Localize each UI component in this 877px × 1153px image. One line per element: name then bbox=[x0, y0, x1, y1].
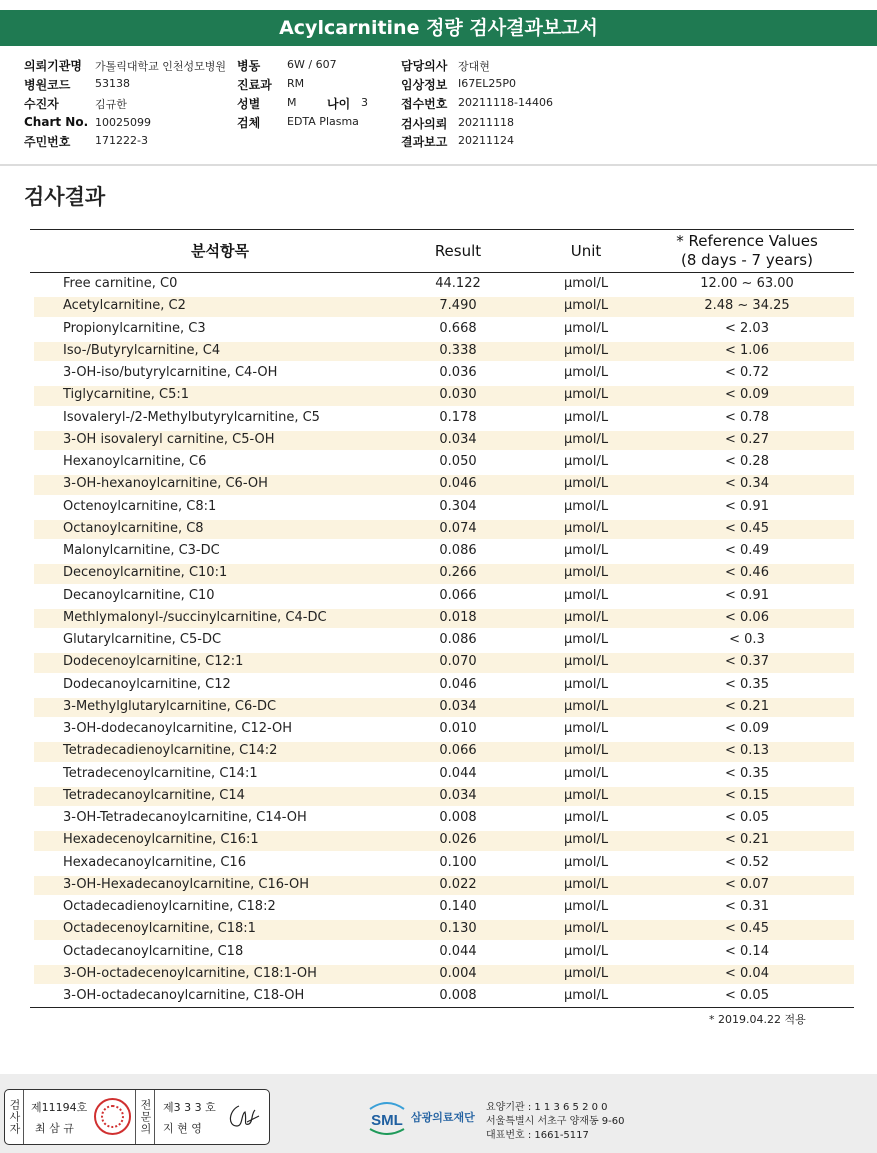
result-value: 0.304 bbox=[439, 498, 477, 514]
reference-value: < 0.46 bbox=[725, 565, 769, 581]
unit-value: μmol/L bbox=[563, 921, 609, 937]
unit-value: μmol/L bbox=[563, 810, 609, 825]
table-header bbox=[30, 229, 854, 273]
table-row bbox=[30, 585, 854, 607]
info-label: 의뢰기관명 bbox=[24, 59, 82, 73]
info-value: 3 bbox=[361, 96, 368, 109]
unit-value: μmol/L bbox=[563, 676, 609, 692]
result-value: 0.018 bbox=[439, 609, 477, 625]
analyte-name: Octenoylcarnitine, C8:1 bbox=[63, 498, 217, 514]
reference-value: < 0.34 bbox=[725, 476, 769, 492]
unit-value: μmol/L bbox=[563, 787, 609, 803]
unit-value: μmol/L bbox=[563, 965, 609, 981]
table-row bbox=[30, 540, 854, 562]
reference-value: < 2.03 bbox=[725, 320, 769, 336]
table-row bbox=[30, 918, 854, 940]
reference-value: < 0.78 bbox=[725, 409, 769, 425]
result-value: 0.066 bbox=[439, 587, 477, 603]
result-value: 0.070 bbox=[439, 654, 477, 670]
result-value: 0.034 bbox=[439, 698, 477, 714]
result-value: 0.086 bbox=[439, 632, 477, 647]
info-label: 결과보고 bbox=[401, 135, 448, 149]
unit-value: μmol/L bbox=[563, 387, 609, 403]
info-label: 담당의사 bbox=[401, 59, 448, 73]
info-label: 접수번호 bbox=[401, 97, 448, 111]
analyte-name: 3-OH-dodecanoylcarnitine, C12-OH bbox=[63, 721, 293, 736]
reference-value: < 0.72 bbox=[725, 365, 769, 380]
table-row bbox=[30, 429, 854, 451]
reference-value: < 0.13 bbox=[725, 743, 769, 759]
info-label: 임상정보 bbox=[401, 78, 448, 92]
unit-value: μmol/L bbox=[563, 654, 609, 670]
info-label: 병원코드 bbox=[24, 78, 71, 92]
table-row bbox=[30, 852, 854, 874]
info-value: 53138 bbox=[95, 77, 130, 90]
analyte-name: 3-OH-octadecanoylcarnitine, C18-OH bbox=[63, 988, 305, 1003]
analyte-name: Propionylcarnitine, C3 bbox=[63, 320, 206, 336]
result-value: 0.046 bbox=[439, 476, 477, 492]
info-label: 검체 bbox=[237, 116, 261, 130]
address: 서울특별시 서초구 양재동 9-60 bbox=[486, 1116, 625, 1127]
info-value: 20211118 bbox=[458, 116, 514, 129]
unit-value: μmol/L bbox=[563, 543, 609, 558]
table-row bbox=[30, 451, 854, 473]
table-row bbox=[30, 696, 854, 718]
reference-value: < 0.04 bbox=[725, 965, 769, 981]
info-label: 주민번호 bbox=[24, 135, 71, 149]
analyte-name: Hexadecenoylcarnitine, C16:1 bbox=[63, 832, 259, 848]
table-row bbox=[30, 718, 854, 740]
analyte-name: Tiglycarnitine, C5:1 bbox=[63, 387, 190, 403]
analyte-name: 3-OH isovaleryl carnitine, C5-OH bbox=[63, 431, 275, 447]
analyte-name: Hexanoylcarnitine, C6 bbox=[63, 454, 207, 469]
result-value: 44.122 bbox=[435, 276, 481, 291]
unit-value: μmol/L bbox=[563, 342, 609, 358]
result-value: 0.034 bbox=[439, 431, 477, 447]
table-body bbox=[30, 273, 854, 1008]
analyte-name: 3-OH-iso/butyrylcarnitine, C4-OH bbox=[63, 365, 278, 380]
reference-value: < 0.49 bbox=[725, 543, 769, 558]
result-value: 0.086 bbox=[439, 543, 477, 558]
column-header-reference: * Reference Values (8 days - 7 years) bbox=[676, 232, 818, 269]
reference-value: < 0.06 bbox=[725, 609, 769, 625]
unit-value: μmol/L bbox=[563, 565, 609, 581]
info-label: 병동 bbox=[237, 59, 261, 73]
reference-note: * 2019.04.22 적용 bbox=[709, 1013, 806, 1026]
result-value: 0.074 bbox=[439, 520, 477, 536]
reference-value: < 0.52 bbox=[725, 854, 769, 870]
institution-code: 요양기관 : 1 1 3 6 5 2 0 0 bbox=[486, 1102, 608, 1113]
analyte-name: 3-OH-hexanoylcarnitine, C6-OH bbox=[63, 476, 268, 492]
reference-value: < 0.31 bbox=[725, 899, 769, 914]
table-row bbox=[30, 941, 854, 963]
analyte-name: Tetradecenoylcarnitine, C14:1 bbox=[63, 765, 258, 781]
unit-value: μmol/L bbox=[563, 431, 609, 447]
reference-value: < 0.21 bbox=[725, 832, 769, 848]
analyte-name: Tetradecanoylcarnitine, C14 bbox=[63, 787, 245, 803]
unit-value: μmol/L bbox=[563, 698, 609, 714]
info-label: 성별 bbox=[237, 97, 261, 111]
reference-value: < 0.09 bbox=[725, 387, 769, 403]
org-name: 삼광의료재단 bbox=[411, 1111, 475, 1124]
analyte-name: Methlymalonyl-/succinylcarnitine, C4-DC bbox=[63, 609, 327, 625]
info-value: I67EL25P0 bbox=[458, 77, 516, 90]
analyte-name: 3-OH-Hexadecanoylcarnitine, C16-OH bbox=[63, 876, 310, 892]
reference-value: < 0.09 bbox=[725, 721, 769, 736]
result-value: 0.066 bbox=[439, 743, 477, 759]
unit-value: μmol/L bbox=[563, 298, 609, 314]
table-row bbox=[30, 740, 854, 762]
reference-value: < 0.45 bbox=[725, 520, 769, 536]
result-value: 0.008 bbox=[439, 988, 477, 1003]
unit-value: μmol/L bbox=[563, 899, 609, 914]
table-row bbox=[30, 340, 854, 362]
table-row bbox=[30, 785, 854, 807]
reference-value: < 0.91 bbox=[725, 587, 769, 603]
result-value: 0.266 bbox=[439, 565, 477, 581]
info-value: EDTA Plasma bbox=[287, 115, 359, 128]
reference-value: 12.00 ~ 63.00 bbox=[700, 276, 794, 291]
result-value: 0.100 bbox=[439, 854, 477, 870]
result-value: 0.044 bbox=[439, 943, 477, 959]
table-row bbox=[30, 407, 854, 429]
unit-value: μmol/L bbox=[563, 743, 609, 759]
unit-value: μmol/L bbox=[563, 587, 609, 603]
reference-value: < 0.91 bbox=[725, 498, 769, 514]
analyte-name: 3-OH-octadecenoylcarnitine, C18:1-OH bbox=[63, 965, 317, 981]
unit-value: μmol/L bbox=[563, 854, 609, 870]
patient-info-panel bbox=[0, 52, 877, 166]
unit-value: μmol/L bbox=[563, 765, 609, 781]
analyte-name: 3-Methylglutarylcarnitine, C6-DC bbox=[63, 698, 277, 714]
column-header-result: Result bbox=[434, 241, 482, 260]
table-row bbox=[30, 384, 854, 406]
inspector-name: 최 삼 규 bbox=[35, 1122, 74, 1135]
signature-box bbox=[4, 1089, 270, 1145]
unit-value: μmol/L bbox=[563, 409, 609, 425]
analyte-name: Free carnitine, C0 bbox=[63, 276, 178, 291]
unit-value: μmol/L bbox=[563, 476, 609, 492]
reference-value: < 0.3 bbox=[729, 632, 765, 647]
table-row bbox=[30, 607, 854, 629]
table-row bbox=[30, 651, 854, 673]
section-title: 검사결과 bbox=[24, 185, 106, 209]
unit-value: μmol/L bbox=[563, 832, 609, 848]
table-row bbox=[30, 829, 854, 851]
report-title: Acylcarnitine 정량 검사결과보고서 bbox=[0, 10, 877, 46]
svg-text:SML: SML bbox=[371, 1112, 403, 1129]
unit-value: μmol/L bbox=[563, 609, 609, 625]
table-row bbox=[30, 295, 854, 317]
info-value: M bbox=[287, 96, 297, 109]
result-value: 0.338 bbox=[439, 342, 477, 358]
table-row bbox=[30, 629, 854, 651]
result-value: 0.178 bbox=[439, 409, 477, 425]
info-value: 20211118-14406 bbox=[458, 96, 553, 109]
unit-value: μmol/L bbox=[563, 498, 609, 514]
unit-value: μmol/L bbox=[563, 943, 609, 959]
reviewer-license-no: 제3 3 3 호 bbox=[163, 1101, 216, 1114]
table-row bbox=[30, 362, 854, 384]
result-value: 0.044 bbox=[439, 765, 477, 781]
reference-value: < 0.45 bbox=[725, 921, 769, 937]
unit-value: μmol/L bbox=[563, 320, 609, 336]
unit-value: μmol/L bbox=[563, 721, 609, 736]
table-row bbox=[30, 273, 854, 295]
table-row bbox=[30, 562, 854, 584]
result-value: 0.050 bbox=[439, 454, 477, 469]
info-value: 10025099 bbox=[95, 116, 151, 129]
analyte-name: Dodecenoylcarnitine, C12:1 bbox=[63, 654, 244, 670]
reference-value: < 0.21 bbox=[725, 698, 769, 714]
sml-logo-icon bbox=[366, 1099, 408, 1135]
seal-stamp-icon bbox=[94, 1098, 131, 1135]
result-value: 0.046 bbox=[439, 676, 477, 692]
analyte-name: Iso-/Butyrylcarnitine, C4 bbox=[63, 342, 221, 358]
reviewer-label: 전문의 bbox=[135, 1090, 155, 1144]
table-row bbox=[30, 318, 854, 340]
reference-value: < 0.14 bbox=[725, 943, 769, 959]
results-table bbox=[30, 229, 854, 1008]
unit-value: μmol/L bbox=[563, 632, 609, 647]
table-row bbox=[30, 985, 854, 1007]
reference-value: 2.48 ~ 34.25 bbox=[704, 298, 790, 314]
table-row bbox=[30, 763, 854, 785]
analyte-name: Octadecenoylcarnitine, C18:1 bbox=[63, 921, 256, 937]
result-value: 7.490 bbox=[439, 298, 477, 314]
result-value: 0.010 bbox=[439, 721, 477, 736]
info-value: 171222-3 bbox=[95, 134, 148, 147]
analyte-name: Octadecanoylcarnitine, C18 bbox=[63, 943, 244, 959]
table-row bbox=[30, 896, 854, 918]
reference-value: < 0.07 bbox=[725, 876, 769, 892]
reviewer-name: 지 현 영 bbox=[163, 1122, 202, 1135]
unit-value: μmol/L bbox=[563, 365, 609, 380]
result-value: 0.034 bbox=[439, 787, 477, 803]
table-row bbox=[30, 963, 854, 985]
reference-value: < 0.35 bbox=[725, 765, 769, 781]
column-header-unit: Unit bbox=[570, 241, 602, 260]
analyte-name: Isovaleryl-/2-Methylbutyrylcarnitine, C5 bbox=[63, 409, 320, 425]
result-value: 0.140 bbox=[439, 899, 477, 914]
table-row bbox=[30, 807, 854, 829]
result-value: 0.030 bbox=[439, 387, 477, 403]
reference-value: < 0.15 bbox=[725, 787, 769, 803]
unit-value: μmol/L bbox=[563, 988, 609, 1003]
info-value: 장대현 bbox=[458, 60, 490, 73]
result-value: 0.004 bbox=[439, 965, 477, 981]
unit-value: μmol/L bbox=[563, 276, 609, 291]
analyte-name: Octadecadienoylcarnitine, C18:2 bbox=[63, 899, 276, 914]
analyte-name: Hexadecanoylcarnitine, C16 bbox=[63, 854, 246, 870]
inspector-label: 검사자 bbox=[5, 1090, 24, 1144]
reference-value: < 0.05 bbox=[725, 988, 769, 1003]
info-value: 20211124 bbox=[458, 134, 514, 147]
reference-value: < 0.27 bbox=[725, 431, 769, 447]
info-label: Chart No. bbox=[24, 115, 89, 129]
analyte-name: Acetylcarnitine, C2 bbox=[63, 298, 186, 314]
table-row bbox=[30, 496, 854, 518]
info-value: 김규한 bbox=[95, 98, 127, 111]
result-value: 0.022 bbox=[439, 876, 477, 892]
reference-value: < 0.37 bbox=[725, 654, 769, 670]
unit-value: μmol/L bbox=[563, 520, 609, 536]
result-value: 0.008 bbox=[439, 810, 477, 825]
analyte-name: Octanoylcarnitine, C8 bbox=[63, 520, 204, 536]
table-row bbox=[30, 874, 854, 896]
result-value: 0.130 bbox=[439, 921, 477, 937]
result-value: 0.668 bbox=[439, 320, 477, 336]
info-label: 나이 bbox=[327, 97, 351, 111]
info-value: RM bbox=[287, 77, 305, 90]
analyte-name: Malonylcarnitine, C3-DC bbox=[63, 543, 220, 558]
unit-value: μmol/L bbox=[563, 454, 609, 469]
reference-value: < 0.35 bbox=[725, 676, 769, 692]
inspector-license-no: 제11194호 bbox=[31, 1101, 88, 1114]
result-value: 0.036 bbox=[439, 365, 477, 380]
table-row bbox=[30, 518, 854, 540]
signature-icon bbox=[225, 1100, 261, 1132]
table-row bbox=[30, 674, 854, 696]
info-label: 진료과 bbox=[237, 78, 272, 92]
reference-value: < 0.28 bbox=[725, 454, 769, 469]
column-header-analyte: 분석항목 bbox=[191, 241, 249, 260]
info-value: 6W / 607 bbox=[287, 58, 337, 71]
info-label: 수진자 bbox=[24, 97, 59, 111]
analyte-name: Decanoylcarnitine, C10 bbox=[63, 587, 215, 603]
table-row bbox=[30, 473, 854, 495]
analyte-name: Dodecanoylcarnitine, C12 bbox=[63, 676, 231, 692]
reference-value: < 0.05 bbox=[725, 810, 769, 825]
info-label: 검사의뢰 bbox=[401, 117, 448, 131]
analyte-name: Glutarylcarnitine, C5-DC bbox=[63, 632, 222, 647]
unit-value: μmol/L bbox=[563, 876, 609, 892]
info-value: 가톨릭대학교 인천성모병원 bbox=[95, 60, 227, 73]
reference-value: < 1.06 bbox=[725, 342, 769, 358]
analyte-name: 3-OH-Tetradecanoylcarnitine, C14-OH bbox=[63, 810, 307, 825]
analyte-name: Tetradecadienoylcarnitine, C14:2 bbox=[63, 743, 278, 759]
analyte-name: Decenoylcarnitine, C10:1 bbox=[63, 565, 228, 581]
result-value: 0.026 bbox=[439, 832, 477, 848]
phone-number: 대표번호 : 1661-5117 bbox=[486, 1130, 589, 1141]
